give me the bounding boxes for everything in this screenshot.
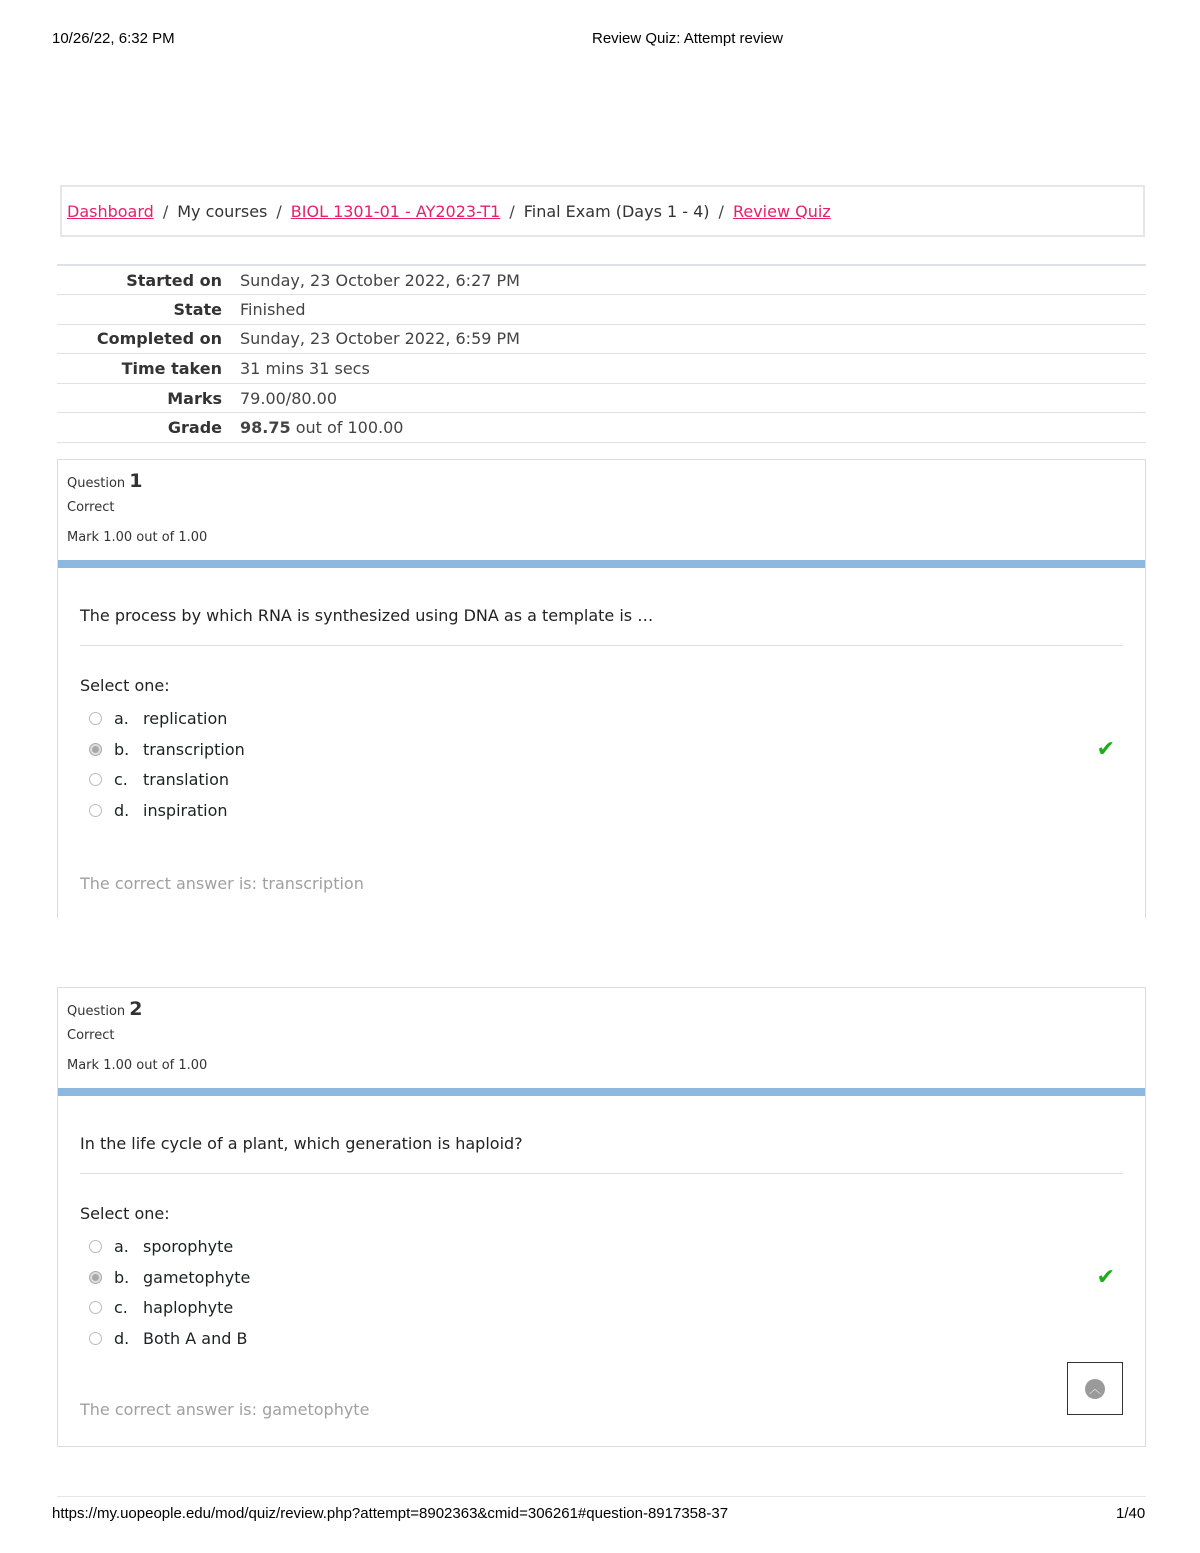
answer-options — [80, 1231, 1123, 1354]
radio-button[interactable] — [89, 773, 102, 786]
option-letter: d. — [114, 800, 130, 820]
radio-button-checked[interactable] — [89, 1271, 102, 1284]
option-label: haplophyte — [143, 1298, 234, 1318]
summary-row — [57, 265, 1146, 295]
footer-divider — [57, 1496, 1146, 1497]
answer-option[interactable] — [80, 1292, 1123, 1323]
radio-button[interactable] — [89, 1332, 102, 1345]
attempt-summary-table — [57, 264, 1146, 443]
question-status: Correct — [67, 500, 115, 515]
question-band — [58, 1088, 1145, 1096]
radio-button[interactable] — [89, 1240, 102, 1253]
correct-answer-feedback: The correct answer is: gametophyte — [80, 1400, 370, 1419]
radio-button[interactable] — [89, 712, 102, 725]
question-text: In the life cycle of a plant, which generation is haploid? — [80, 1096, 1123, 1174]
option-letter: c. — [114, 770, 128, 790]
option-letter: b. — [114, 739, 130, 759]
question-2 — [57, 987, 1146, 1447]
check-icon: ✔ — [1096, 736, 1115, 762]
summary-label: Time taken — [57, 354, 240, 384]
print-datetime: 10/26/22, 6:32 PM — [52, 30, 175, 47]
question-band — [58, 560, 1145, 568]
answer-option[interactable] — [80, 1231, 1123, 1262]
summary-label: State — [57, 295, 240, 325]
breadcrumb-dashboard-link[interactable]: Dashboard — [67, 201, 154, 221]
back-to-top-button[interactable] — [1067, 1362, 1123, 1415]
answer-options — [80, 703, 1123, 826]
question-label: Question — [67, 476, 126, 491]
option-label: gametophyte — [143, 1267, 251, 1287]
radio-button[interactable] — [89, 1301, 102, 1314]
question-1 — [57, 459, 1146, 918]
check-icon: ✔ — [1096, 1264, 1115, 1290]
summary-value: Finished — [240, 295, 1146, 325]
option-label: translation — [143, 770, 230, 790]
option-letter: c. — [114, 1298, 128, 1318]
grade-score: 98.75 — [240, 418, 291, 438]
print-url: https://my.uopeople.edu/mod/quiz/review.php?attempt=8902363&cmid=306261#question-8917358-37 — [52, 1505, 729, 1522]
summary-label: Completed on — [57, 324, 240, 354]
breadcrumb-separator: / — [276, 201, 282, 221]
summary-label: Marks — [57, 383, 240, 413]
question-info — [58, 460, 1145, 560]
question-text: The process by which RNA is synthesized using DNA as a template is … — [80, 568, 1123, 646]
correct-answer-feedback: The correct answer is: transcription — [80, 874, 364, 893]
breadcrumb-section: Final Exam (Days 1 - 4) — [523, 201, 710, 221]
option-label: inspiration — [143, 800, 228, 820]
summary-row — [57, 383, 1146, 413]
breadcrumb — [60, 185, 1145, 237]
radio-button-checked[interactable] — [89, 743, 102, 756]
question-mark: Mark 1.00 out of 1.00 — [67, 1058, 208, 1073]
summary-value: 79.00/80.00 — [240, 383, 1146, 413]
summary-value: 31 mins 31 secs — [240, 354, 1146, 384]
grade-value — [240, 413, 1146, 443]
select-one-prompt: Select one: — [80, 1204, 170, 1223]
option-letter: b. — [114, 1267, 130, 1287]
option-letter: d. — [114, 1328, 130, 1348]
question-info — [58, 988, 1145, 1088]
summary-value: Sunday, 23 October 2022, 6:27 PM — [240, 265, 1146, 295]
breadcrumb-separator: / — [509, 201, 515, 221]
option-label: transcription — [143, 739, 245, 759]
breadcrumb-my-courses: My courses — [177, 201, 268, 221]
breadcrumb-review-quiz-link[interactable]: Review Quiz — [732, 201, 831, 221]
summary-row — [57, 324, 1146, 354]
summary-row-grade — [57, 413, 1146, 443]
print-page-number: 1/40 — [1116, 1505, 1146, 1522]
question-status: Correct — [67, 1028, 115, 1043]
option-label: replication — [143, 708, 228, 728]
question-mark: Mark 1.00 out of 1.00 — [67, 530, 208, 545]
question-number: 2 — [129, 998, 143, 1020]
chevron-up-icon: ︿ — [1085, 1379, 1105, 1399]
question-body — [58, 568, 1145, 826]
select-one-prompt: Select one: — [80, 676, 170, 695]
answer-option-selected[interactable] — [80, 1262, 1123, 1293]
answer-option[interactable] — [80, 1323, 1123, 1354]
answer-option[interactable] — [80, 764, 1123, 795]
answer-option[interactable] — [80, 795, 1123, 826]
summary-row — [57, 295, 1146, 325]
summary-label: Started on — [57, 265, 240, 295]
question-body — [58, 1096, 1145, 1354]
option-label: sporophyte — [143, 1236, 234, 1256]
print-page-title: Review Quiz: Attempt review — [592, 30, 783, 47]
option-letter: a. — [114, 1236, 129, 1256]
question-number: 1 — [129, 470, 143, 492]
summary-row — [57, 354, 1146, 384]
answer-option-selected[interactable] — [80, 734, 1123, 765]
grade-suffix: out of 100.00 — [295, 418, 404, 438]
breadcrumb-separator: / — [162, 201, 169, 221]
summary-label: Grade — [57, 413, 240, 443]
breadcrumb-course-link[interactable]: BIOL 1301-01 - AY2023-T1 — [290, 201, 501, 221]
summary-value: Sunday, 23 October 2022, 6:59 PM — [240, 324, 1146, 354]
question-label: Question — [67, 1004, 126, 1019]
option-letter: a. — [114, 708, 129, 728]
answer-option[interactable] — [80, 703, 1123, 734]
option-label: Both A and B — [143, 1328, 248, 1348]
breadcrumb-separator: / — [718, 201, 724, 221]
radio-button[interactable] — [89, 804, 102, 817]
